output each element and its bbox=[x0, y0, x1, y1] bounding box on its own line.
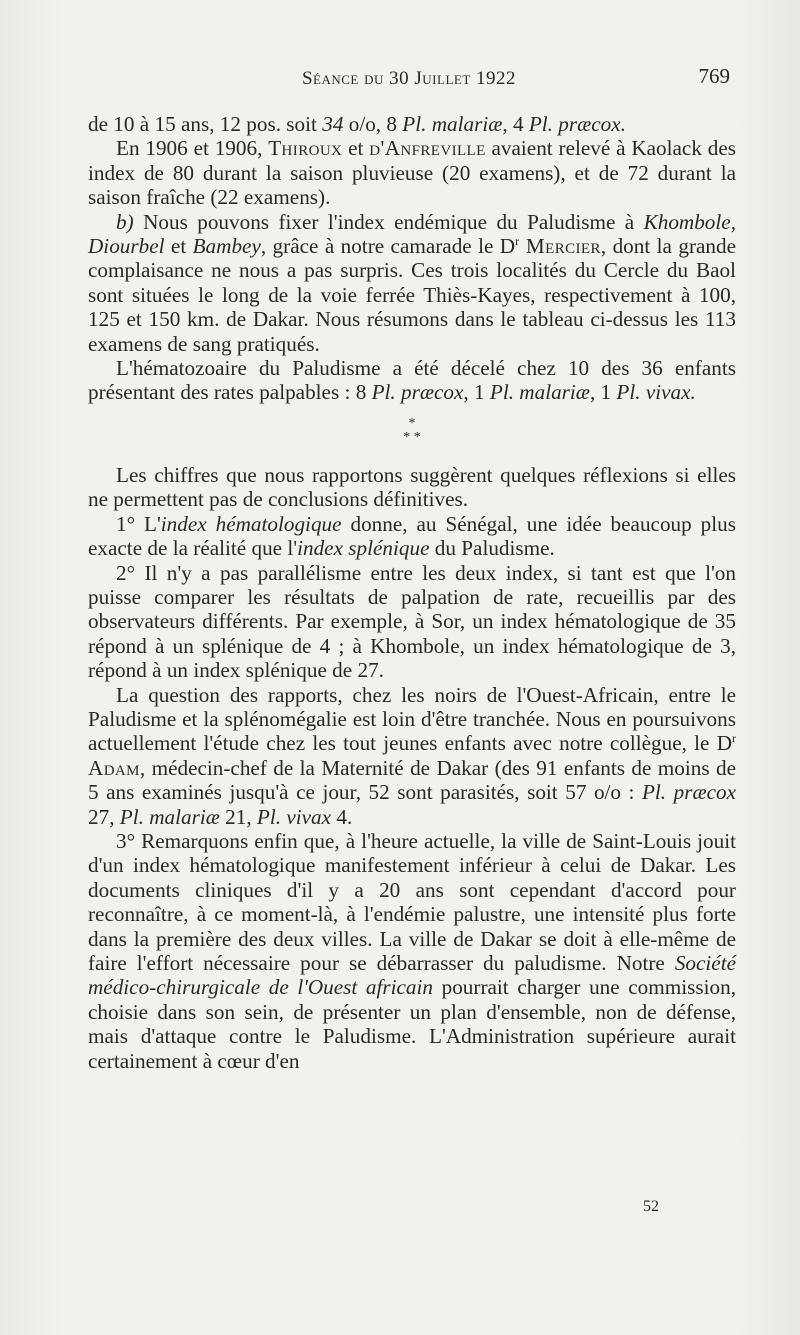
text-run: La question des rapports, chez les noirs de l'Ouest-Africain, entre le Paludisme et la splénomégalie est loin d'être tranchée. Nous en poursuivons actuellement l'étude chez les tout jeunes enfants avec notre collègue, le D bbox=[88, 682, 736, 756]
paragraph bbox=[88, 210, 736, 356]
text-run: , dont la grande complaisance ne nous a pas surpris. Ces trois localités du Cercle du Baol sont situées le long de la voie ferrée Thiès-Kayes, respectivement à 100, 125 et 150 km. de Dakar. Nous résumons dans le tableau ci-dessus les 113 examens de sang pratiqués. bbox=[88, 234, 736, 356]
text-run: de 10 à 15 ans, 12 pos. soit bbox=[88, 112, 323, 136]
species-name: Pl. malariæ bbox=[489, 380, 590, 405]
term: index hématologique bbox=[160, 511, 342, 536]
species-name: Pl. malariæ bbox=[402, 112, 503, 136]
text-run: 34 bbox=[322, 112, 344, 136]
text-run: et bbox=[164, 234, 193, 259]
paragraph bbox=[88, 512, 736, 561]
species-name: Pl. vivax. bbox=[616, 380, 696, 405]
body-text bbox=[88, 112, 736, 1073]
text-run: , bbox=[730, 209, 736, 234]
page-number: 769 bbox=[698, 64, 730, 88]
text-run: 4. bbox=[331, 804, 353, 829]
text-run: , 4 bbox=[502, 112, 529, 136]
text-run: o/o, 8 bbox=[343, 112, 403, 136]
author-name: d'Anfreville bbox=[369, 136, 486, 161]
paragraph bbox=[88, 112, 736, 136]
superscript: r bbox=[732, 731, 736, 746]
signature-mark: 52 bbox=[643, 1198, 659, 1215]
species-name: Pl. malariæ bbox=[119, 804, 220, 829]
paragraph bbox=[88, 829, 736, 1073]
species-name: Pl. præcox bbox=[371, 380, 464, 405]
text-run: 21, bbox=[219, 804, 257, 829]
place-name: Diourbel bbox=[88, 234, 165, 259]
paragraph bbox=[88, 356, 736, 405]
term: index splénique bbox=[297, 536, 430, 561]
text-run: Nous pouvons fixer l'index endémique du Paludisme à bbox=[133, 209, 644, 234]
species-name: Pl. vivax bbox=[256, 804, 332, 829]
text-run: et bbox=[342, 136, 370, 161]
paragraph bbox=[88, 136, 736, 209]
text-run: 1° L' bbox=[116, 511, 161, 536]
place-name: Bambey bbox=[192, 234, 261, 259]
species-name: Pl. præcox bbox=[641, 780, 736, 805]
asterism-divider bbox=[88, 405, 736, 455]
species-name: Pl. præcox. bbox=[528, 112, 626, 136]
text-run: , 1 bbox=[463, 380, 490, 405]
text-run: , grâce à notre camarade le D bbox=[260, 234, 516, 259]
text-run: 27, bbox=[88, 804, 120, 829]
author-name: Adam bbox=[88, 755, 140, 780]
running-title: Séance du 30 Juillet 1922 bbox=[301, 68, 517, 89]
spacer bbox=[88, 455, 736, 463]
paragraph bbox=[88, 683, 736, 829]
author-name: Thiroux bbox=[268, 136, 343, 161]
text-run: du Paludisme. bbox=[429, 536, 555, 561]
paragraph: 2° Il n'y a pas parallélisme entre les deux index, si tant est que l'on puisse comparer les résultats de palpation de rate, recueillis par des observateurs différents. Par exemple, à Sor, un index hématologique de 35 répond à un splénique de 4 ; à Khombole, un index hématologique de 3, répond à un index splénique de 27. bbox=[88, 560, 736, 683]
superscript: r bbox=[515, 233, 520, 248]
society-name: Société médico-chirurgicale de l'Ouest africain bbox=[88, 951, 736, 1000]
list-marker: b) bbox=[116, 209, 134, 234]
text-run: , médecin-chef de la Maternité de Dakar (des 91 enfants de moins de 5 ans examinés jusqu'à ce jour, 52 sont parasités, soit 57 o/o : bbox=[88, 755, 736, 805]
author-name: Mercier bbox=[519, 234, 601, 259]
asterism-star: * * bbox=[403, 429, 421, 445]
text-run: L'hématozoaire du Paludisme a été décelé chez 10 des 36 enfants présentant des rates palpables : 8 bbox=[88, 356, 736, 405]
text-run: 3° Remarquons enfin que, à l'heure actuelle, la ville de Saint-Louis jouit d'un index hématologique manifestement inférieur à celui de Dakar. Les documents cliniques d'il y a 20 ans sont cependant d'accord pour reconnaître, à ce moment-là, à l'endémie palustre, une intensité plus forte dans la première des deux villes. La ville de Dakar se doit à elle-même de faire l'effort nécessaire pour se débarrasser du paludisme. Notre bbox=[88, 828, 736, 975]
text-run: pourrait charger une commission, choisie dans son sein, de présenter un plan d'ensemble, non de défense, mais d'attaque contre le Paludisme. L'Administration supérieure aurait certainement à cœur d'en bbox=[88, 975, 736, 1073]
text-run: donne, au Sénégal, une idée beaucoup plus exacte de la réalité que l' bbox=[88, 511, 737, 561]
running-head bbox=[88, 64, 730, 98]
asterism-star: * bbox=[408, 415, 416, 431]
text-run: En 1906 et 1906, bbox=[116, 136, 269, 161]
paragraph: Les chiffres que nous rapportons suggèrent quelques réflexions si elles ne permettent pas de conclusions définitives. bbox=[88, 462, 736, 512]
place-name: Khombole bbox=[643, 209, 731, 234]
text-run: , 1 bbox=[589, 380, 617, 405]
text-run: avaient relevé à Kaolack des index de 80 durant la saison pluvieuse (20 examens), et de 72 durant la saison fraîche (22 examens). bbox=[88, 136, 737, 210]
